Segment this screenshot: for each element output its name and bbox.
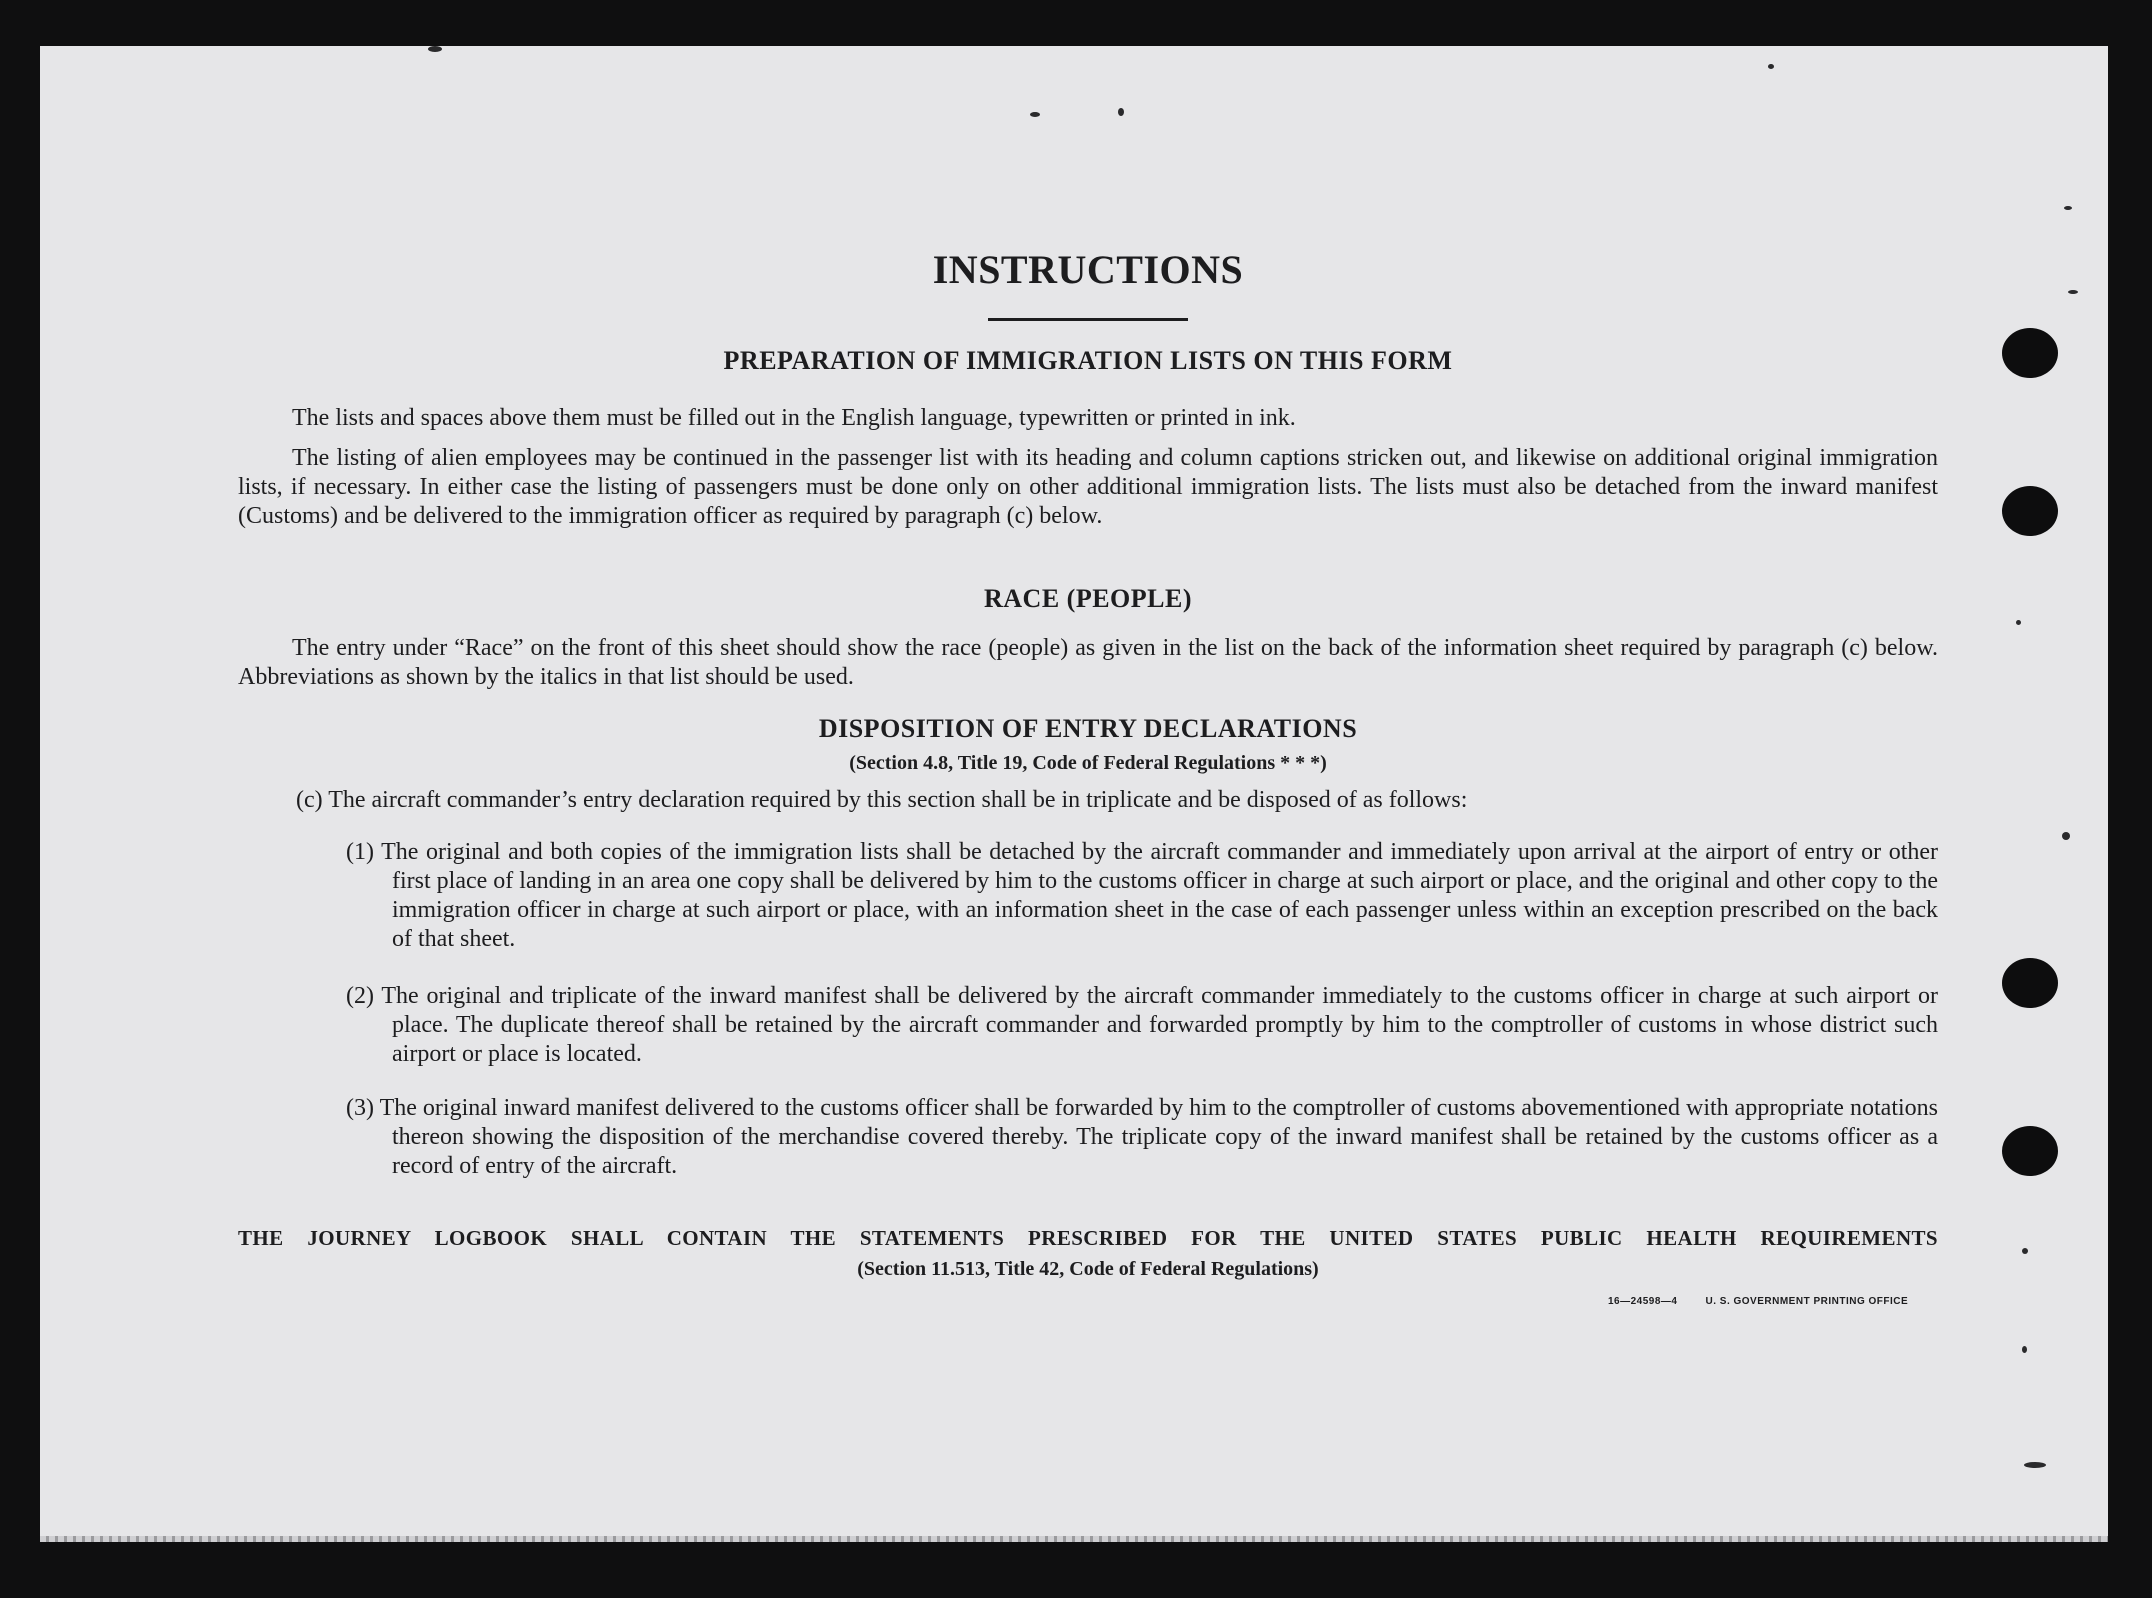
speck (428, 46, 442, 52)
speck (1118, 108, 1124, 116)
title-underline (988, 318, 1188, 321)
heading-preparation: PREPARATION OF IMMIGRATION LISTS ON THIS FORM (723, 346, 1453, 375)
clause-c: (c) The aircraft commander’s entry declaration required by this section shall be in triplicate and be disposed of as follows: (296, 787, 1468, 813)
punch-hole (2002, 486, 2058, 536)
document-sheet (40, 46, 2108, 1542)
citation-disposition: (Section 4.8, Title 19, Code of Federal Regulations * * *) (849, 752, 1327, 774)
speck (2062, 832, 2070, 840)
print-imprint (1608, 1296, 1908, 1307)
page-title: INSTRUCTIONS (932, 247, 1244, 292)
speck (2022, 1346, 2027, 1353)
speck (2068, 290, 2078, 294)
clause-3: (3) The original inward manifest delivered to the customs officer shall be forwarded by him to the comptroller of customs abovementioned with appropriate notations thereon showing the disposition of the merchandise covered thereby. The triplicate copy of the inward manifest shall be retained by the customs officer as a record of entry of the aircraft. (346, 1095, 1938, 1179)
paragraph-preparation-1: The lists and spaces above them must be filled out in the English language, typewritten or printed in ink. (292, 405, 1296, 431)
punch-hole (2002, 1126, 2058, 1176)
heading-race: RACE (PEOPLE) (984, 584, 1192, 613)
perforated-edge (40, 1536, 2108, 1542)
speck (1768, 64, 1774, 69)
clause-2: (2) The original and triplicate of the inward manifest shall be delivered by the aircraft commander immediately to the customs officer in charge at such airport or place. The duplicate thereof shall be retained by the aircraft commander and forwarded promptly by him to the comptroller of customs in whose district such airport or place is located. (346, 983, 1938, 1067)
punch-hole (2002, 958, 2058, 1008)
footer-citation: (Section 11.513, Title 42, Code of Federal Regulations) (857, 1258, 1319, 1280)
paragraph-preparation-2: The listing of alien employees may be continued in the passenger list with its heading and column captions stricken out, and likewise on additional original immigration lists, if necessary. In either case the listing of passengers must be done only on other additional immigration lists. The lists must also be detached from the inward manifest (Customs) and be delivered to the immigration officer as required by paragraph (c) below. (238, 445, 1938, 529)
form-number: 16—24598—4 (1608, 1296, 1678, 1307)
paragraph-race: The entry under “Race” on the front of this sheet should show the race (people) as given in the list on the back of the information sheet required by paragraph (c) below. Abbreviations as shown by the italics in that list should be used. (238, 635, 1938, 690)
speck (2024, 1462, 2046, 1468)
speck (2064, 206, 2072, 210)
speck (1030, 112, 1040, 117)
punch-hole (2002, 328, 2058, 378)
footer-heading: THE JOURNEY LOGBOOK SHALL CONTAIN THE STATEMENTS PRESCRIBED FOR THE UNITED STATES PUBLIC HEALTH REQUIREMENTS (238, 1226, 1938, 1250)
speck (2022, 1248, 2028, 1254)
heading-disposition: DISPOSITION OF ENTRY DECLARATIONS (818, 714, 1358, 743)
clause-1: (1) The original and both copies of the immigration lists shall be detached by the aircraft commander and immediately upon arrival at the airport of entry or other first place of landing in an area one copy shall be delivered by him to the customs officer in charge at such airport or place, and the original and other copy to the immigration officer in charge at such airport or place, with an information sheet in the case of each passenger unless within an exception prescribed on the back of that sheet. (346, 839, 1938, 952)
printer-name: U. S. GOVERNMENT PRINTING OFFICE (1705, 1296, 1909, 1307)
speck (2016, 620, 2021, 625)
